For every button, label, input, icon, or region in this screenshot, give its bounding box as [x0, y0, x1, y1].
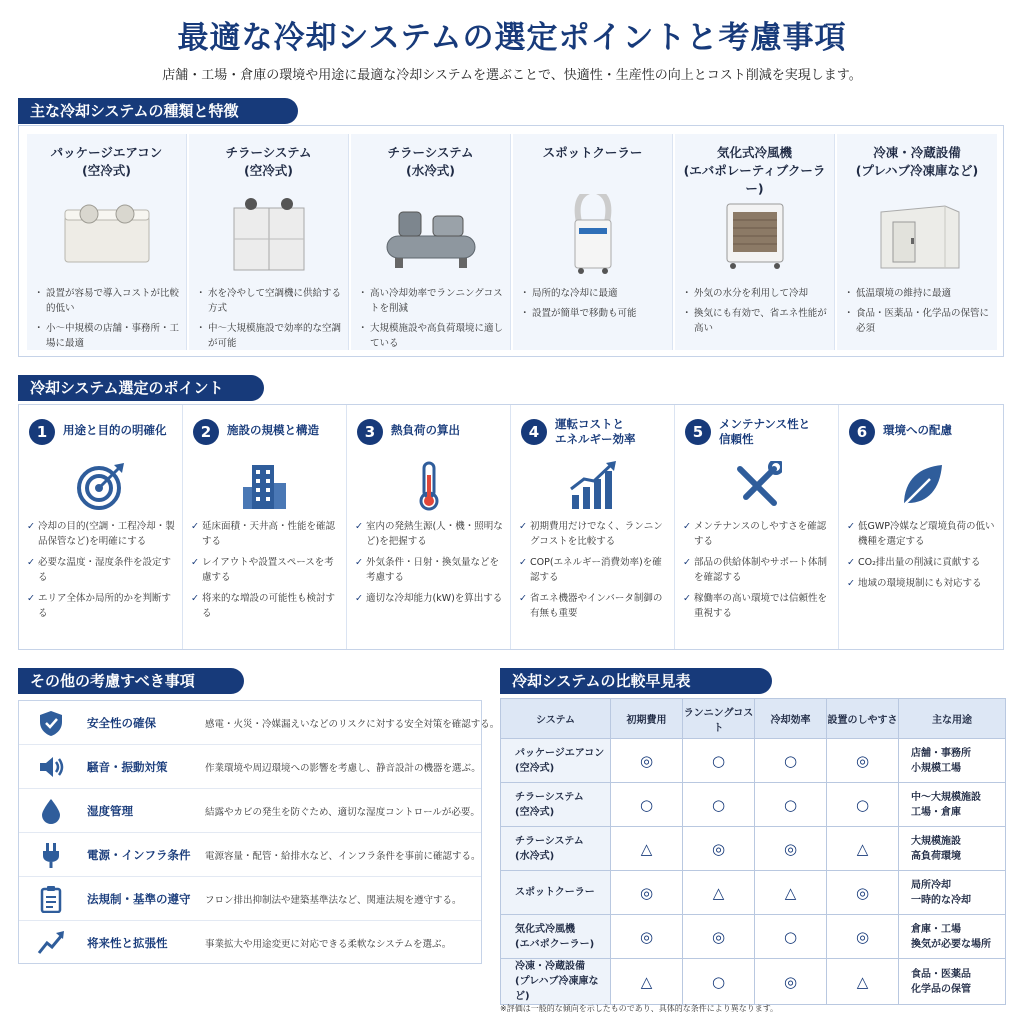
- use-cell: 中〜大規模施設 工場・倉庫: [899, 783, 1006, 827]
- section-heading-other: その他の考慮すべき事項: [18, 668, 244, 694]
- rating-cell: ◎: [611, 739, 683, 783]
- plug-icon: [37, 841, 65, 869]
- system-cell: チラーシステム (水冷式): [501, 827, 611, 871]
- type-bullet: ・ 食品・医薬品・化学品の保管に必須: [847, 306, 991, 336]
- point-bullet: ✓ 必要な温度・湿度条件を設定する: [27, 555, 179, 585]
- type-card: [513, 134, 673, 350]
- type-card: [189, 134, 349, 350]
- type-name: 気化式冷風機 (エバポレーティブクーラー): [683, 145, 826, 196]
- rating-cell: ◎: [611, 871, 683, 915]
- building-icon: [240, 461, 290, 511]
- other-panel: [18, 700, 500, 964]
- point-title: 運転コストと エネルギー効率: [555, 417, 636, 446]
- spot-cooler-image: [543, 194, 643, 274]
- point-column: [511, 405, 675, 649]
- other-label: 将来性と拡張性: [87, 936, 168, 950]
- type-card: [675, 134, 835, 350]
- table-row: [501, 959, 1006, 1005]
- comparison-table: [500, 698, 1006, 1005]
- target-icon: [76, 461, 126, 511]
- type-card: [351, 134, 511, 350]
- point-title: 熱負荷の算出: [391, 423, 460, 437]
- point-bullet: ✓ COP(エネルギー消費効率)を確認する: [519, 555, 671, 585]
- point-number: 6: [849, 419, 875, 445]
- type-bullet: ・ 外気の水分を利用して冷却: [685, 286, 829, 301]
- other-item: [19, 877, 481, 921]
- type-bullet: ・ 中〜大規模施設で効率的な空調が可能: [199, 321, 343, 351]
- table-row: [501, 871, 1006, 915]
- point-column: [183, 405, 347, 649]
- type-bullet: ・ 換気にも有効で、省エネ性能が高い: [685, 306, 829, 336]
- rating-cell: ◎: [683, 827, 755, 871]
- system-cell: 冷凍・冷蔵設備 (プレハブ冷凍庫など): [501, 959, 611, 1005]
- water-chiller-image: [381, 194, 481, 274]
- rating-cell: △: [611, 827, 683, 871]
- point-number: 3: [357, 419, 383, 445]
- type-card: [837, 134, 997, 350]
- type-name: チラーシステム (空冷式): [225, 145, 312, 178]
- other-item: [19, 745, 481, 789]
- clipboard-icon: [37, 885, 65, 913]
- table-header-cell: ランニングコスト: [683, 699, 755, 739]
- rating-cell: ◎: [827, 739, 899, 783]
- type-bullet: ・ 低温環境の維持に最適: [847, 286, 991, 301]
- section-heading-comparison: 冷却システムの比較早見表: [500, 668, 772, 694]
- point-bullet: ✓ レイアウトや設置スペースを考慮する: [191, 555, 343, 585]
- thermometer-icon: [404, 461, 454, 511]
- type-name: 冷凍・冷蔵設備 (プレハブ冷凍庫など): [855, 145, 979, 178]
- other-item: [19, 701, 500, 745]
- table-header-cell: 冷却効率: [755, 699, 827, 739]
- point-title: 環境への配慮: [883, 423, 952, 437]
- point-number: 2: [193, 419, 219, 445]
- other-desc: 感電・火災・冷媒漏えいなどのリスクに対する安全対策を確認する。: [205, 719, 500, 730]
- other-desc: 事業拡大や用途変更に対応できる柔軟なシステムを選ぶ。: [205, 939, 452, 950]
- rating-cell: △: [827, 827, 899, 871]
- point-number: 1: [29, 419, 55, 445]
- other-label: 安全性の確保: [87, 716, 156, 730]
- table-row: [501, 739, 1006, 783]
- point-column: [839, 405, 1003, 649]
- rating-cell: ○: [683, 783, 755, 827]
- use-cell: 倉庫・工場 換気が必要な場所: [899, 915, 1006, 959]
- section-heading-points: 冷却システム選定のポイント: [18, 375, 264, 401]
- rating-cell: ◎: [755, 827, 827, 871]
- rating-cell: △: [611, 959, 683, 1005]
- point-bullet: ✓ 省エネ機器やインバータ制御の有無も重要: [519, 591, 671, 621]
- other-label: 湿度管理: [87, 804, 133, 818]
- other-label: 法規制・基準の遵守: [87, 892, 191, 906]
- table-row: [501, 783, 1006, 827]
- point-bullet: ✓ エリア全体か局所的かを判断する: [27, 591, 179, 621]
- point-title: メンテナンス性と 信頼性: [719, 417, 811, 446]
- section-heading-types: 主な冷却システムの種類と特徴: [18, 98, 298, 124]
- point-number: 5: [685, 419, 711, 445]
- type-bullet: ・ 水を冷やして空調機に供給する方式: [199, 286, 343, 316]
- table-header-cell: 主な用途: [899, 699, 1006, 739]
- type-name: チラーシステム (水冷式): [387, 145, 474, 178]
- rating-cell: ○: [611, 783, 683, 827]
- table-header-cell: 設置のしやすさ: [827, 699, 899, 739]
- other-item: [19, 921, 481, 965]
- evaporative-cooler-image: [705, 194, 805, 274]
- other-item: [19, 789, 481, 833]
- rating-cell: △: [755, 871, 827, 915]
- wrench-icon: [732, 461, 782, 511]
- point-column: [675, 405, 839, 649]
- point-bullet: ✓ 延床面積・天井高・性能を確認する: [191, 519, 343, 549]
- rating-cell: ◎: [827, 871, 899, 915]
- point-bullet: ✓ 地域の環境規制にも対応する: [847, 576, 999, 591]
- system-cell: パッケージエアコン (空冷式): [501, 739, 611, 783]
- rating-cell: ◎: [683, 915, 755, 959]
- other-desc: 作業環境や周辺環境への影響を考慮し、静音設計の機器を選ぶ。: [205, 763, 481, 774]
- point-bullet: ✓ 将来的な増設の可能性も検討する: [191, 591, 343, 621]
- package-ac-image: [57, 194, 157, 274]
- table-footnote: ※評価は一般的な傾向を示したものであり、具体的な条件により異なります。: [500, 1004, 779, 1013]
- other-desc: 結露やカビの発生を防ぐため、適切な湿度コントロールが必要。: [205, 807, 480, 818]
- page-title: 最適な冷却システムの選定ポイントと考慮事項: [177, 20, 847, 56]
- point-column: [347, 405, 511, 649]
- point-bullet: ✓ 適切な冷却能力(kW)を算出する: [355, 591, 507, 606]
- type-bullet: ・ 高い冷却効率でランニングコストを削減: [361, 286, 505, 316]
- system-cell: チラーシステム (空冷式): [501, 783, 611, 827]
- type-bullet: ・ 局所的な冷却に最適: [523, 286, 667, 301]
- type-bullet: ・ 設置が簡単で移動も可能: [523, 306, 667, 321]
- point-title: 施設の規模と構造: [227, 423, 319, 437]
- use-cell: 店舗・事務所 小規模工場: [899, 739, 1006, 783]
- point-bullet: ✓ 部品の供給体制やサポート体制を確認する: [683, 555, 835, 585]
- air-chiller-image: [219, 194, 319, 274]
- page-subtitle: 店舗・工場・倉庫の環境や用途に最適な冷却システムを選ぶことで、快適性・生産性の向上とコスト削減を実現します。: [162, 68, 862, 83]
- type-bullet: ・ 大規模施設や高負荷環境に適している: [361, 321, 505, 351]
- point-bullet: ✓ 外気条件・日射・換気量などを考慮する: [355, 555, 507, 585]
- prefab-freezer-image: [867, 194, 967, 274]
- use-cell: 食品・医薬品 化学品の保管: [899, 959, 1006, 1005]
- point-bullet: ✓ 低GWP冷媒など環境負荷の低い機種を選定する: [847, 519, 999, 549]
- other-label: 騒音・振動対策: [87, 760, 168, 774]
- type-card: [27, 134, 187, 350]
- other-item: [19, 833, 481, 877]
- rating-cell: △: [683, 871, 755, 915]
- rating-cell: ○: [683, 739, 755, 783]
- table-row: [501, 915, 1006, 959]
- other-label: 電源・インフラ条件: [87, 848, 191, 862]
- table-header-cell: 初期費用: [611, 699, 683, 739]
- rating-cell: ○: [755, 739, 827, 783]
- water-drop-icon: [37, 797, 65, 825]
- table-row: [501, 827, 1006, 871]
- point-bullet: ✓ CO₂排出量の削減に貢献する: [847, 555, 999, 570]
- rating-cell: △: [827, 959, 899, 1005]
- other-desc: 電源容量・配管・給排水など、インフラ条件を事前に確認する。: [205, 851, 481, 862]
- use-cell: 大規模施設 高負荷環境: [899, 827, 1006, 871]
- point-number: 4: [521, 419, 547, 445]
- table-header-row: [501, 699, 1006, 739]
- table-header-cell: システム: [501, 699, 611, 739]
- rating-cell: ○: [755, 915, 827, 959]
- point-title: 用途と目的の明確化: [63, 423, 167, 437]
- trend-up-icon: [37, 929, 65, 957]
- other-desc: フロン排出抑制法や建築基準法など、関連法規を遵守する。: [205, 895, 462, 906]
- type-bullet: ・ 設置が容易で導入コストが比較的低い: [37, 286, 181, 316]
- types-panel: [18, 125, 1004, 357]
- system-cell: スポットクーラー: [501, 871, 611, 915]
- point-bullet: ✓ 初期費用だけでなく、ランニングコストを比較する: [519, 519, 671, 549]
- point-bullet: ✓ 室内の発熱生源(人・機・照明など)を把握する: [355, 519, 507, 549]
- use-cell: 局所冷却 一時的な冷却: [899, 871, 1006, 915]
- system-cell: 気化式冷風機 (エバポクーラー): [501, 915, 611, 959]
- type-bullet: ・ 小〜中規模の店舗・事務所・工場に最適: [37, 321, 181, 351]
- shield-icon: [37, 709, 65, 737]
- rating-cell: ◎: [827, 915, 899, 959]
- type-name: パッケージエアコン (空冷式): [50, 145, 163, 178]
- rating-cell: ○: [827, 783, 899, 827]
- point-bullet: ✓ メンテナンスのしやすさを確認する: [683, 519, 835, 549]
- bar-chart-icon: [568, 461, 618, 511]
- rating-cell: ○: [683, 959, 755, 1005]
- point-column: [19, 405, 183, 649]
- speaker-icon: [37, 753, 65, 781]
- type-name: スポットクーラー: [542, 145, 643, 160]
- rating-cell: ○: [755, 783, 827, 827]
- points-panel: [18, 404, 1004, 650]
- rating-cell: ◎: [611, 915, 683, 959]
- rating-cell: ◎: [755, 959, 827, 1005]
- leaf-icon: [896, 461, 946, 511]
- point-bullet: ✓ 稼働率の高い環境では信頼性を重視する: [683, 591, 835, 621]
- point-bullet: ✓ 冷却の目的(空調・工程冷却・製品保管など)を明確にする: [27, 519, 179, 549]
